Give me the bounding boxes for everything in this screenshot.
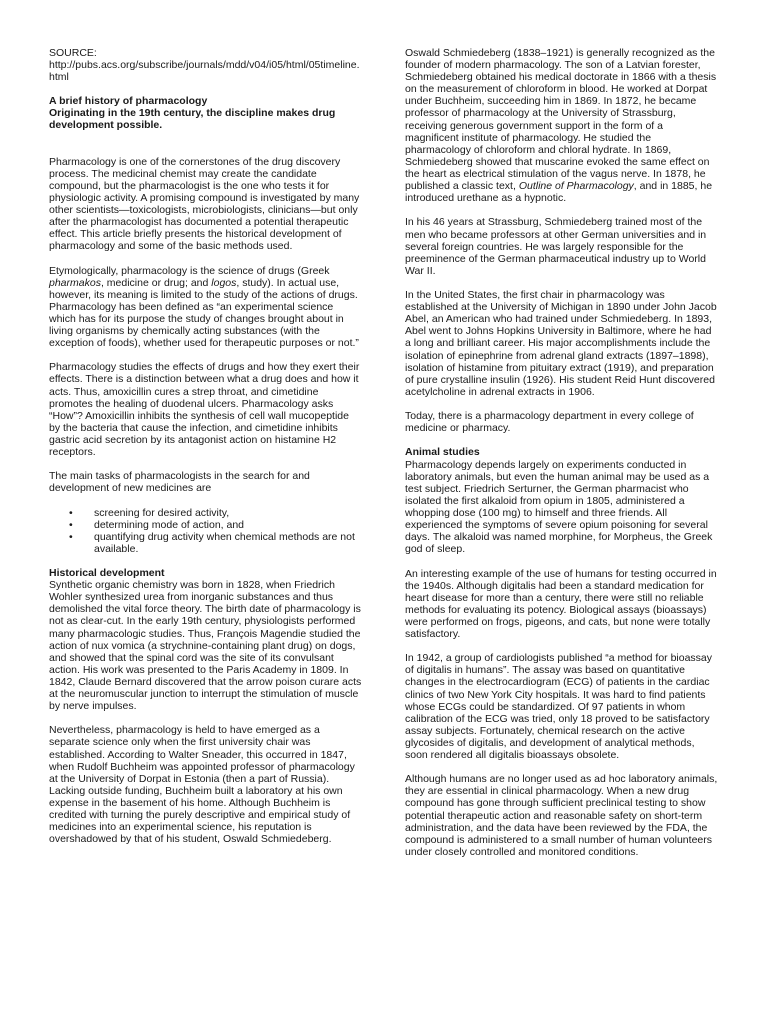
emphasis-pharmakos: pharmakos — [49, 276, 101, 289]
paragraph-effects: Pharmacology studies the effects of drugs and how they exert their effects. There is a distinction between what a drug does and how it acts. Thus, amoxicillin cures a strep throat, and cimetidine promotes the healing of duodenal ulcers. Pharmacology asks “How”? Amoxicillin inhibits the synthesis of cell wall mucopeptide by the bacteria that cause the infection, and cimetidine inhibits gastric acid secretion by its antagonist action on histamine H2 receptors. — [49, 361, 360, 458]
paragraph-today: Today, there is a pharmacology department in every college of medicine or pharmacy. — [405, 410, 694, 435]
list-item: • quantifying drug activity when chemical methods are not available. — [49, 531, 362, 555]
left-column — [49, 47, 362, 857]
heading-historical-development: Historical development — [49, 567, 165, 580]
emphasis-logos: logos — [211, 276, 237, 289]
text-run: Etymologically, pharmacology is the science of drugs (Greek — [49, 264, 330, 277]
source-block — [49, 47, 362, 83]
article-subtitle: Originating in the 19th century, the discipline makes drug development possible. — [49, 107, 336, 132]
list-item: • determining mode of action, and — [49, 519, 362, 531]
source-url: http://pubs.acs.org/subscribe/journals/mdd/v04/i05/html/05timeline.html — [49, 59, 360, 84]
paragraph-united-states: In the United States, the first chair in pharmacology was established at the University of Michigan in 1890 under John Jacob Abel, an American who had trained under Schmiedeberg. In 1893, Abel went to Johns Hopkins University in Baltimore, where he had a long and brilliant career. His major accomplishments include the isolation of epinephrine from adrenal gland extracts (1897–1898), isolation of histamine from pituitary extract (1919), and preparation of pure crystalline insulin (1926). His student Reid Hunt discovered acetylcholine in adrenal extracts in 1906. — [405, 289, 717, 398]
paragraph-bioassay: In 1942, a group of cardiologists published “a method for bioassay of digitalis in humans”. The assay was based on quantitative changes in the electrocardiogram (ECG) of patients in the cardiac clinics of two New York City hospitals. It was hard to find patients whose ECGs could be standardized. Of 97 patients in whom calibration of the ECG was tried, only 18 proved to be satisfactory assay subjects. Fortunately, chemical research on the active glycosides of digitalis, and development of analytical methods, soon rendered all digitalis bioassays obsolete. — [405, 652, 713, 761]
paragraph-strassburg: In his 46 years at Strassburg, Schmiedeberg trained most of the men who became professors at other German universities and in several foreign countries. He was largely responsible for the preeminence of the German pharmaceutical industry up to World War II. — [405, 216, 707, 277]
paragraph-intro: Pharmacology is one of the cornerstones of the drug discovery process. The medicinal chemist may create the candidate compound, but the pharmacologist is the one who tests it for physiologic activity. A promising compound is investigated by many other scientists—toxicologists, microbiologists, clinicians—but only after the pharmacologist has documented a potential therapeutic effect. This article briefly presents the historical development of pharmacology and some of the basic methods used. — [49, 155, 360, 253]
text-run: Oswald Schmiedeberg (1838–1921) is generally recognized as the founder of modern pharmacology. The son of a Latvian forester, Schmiedeberg obtained his medical doctorate in 1866 with a thesis on the measurement of chloroform in blood. He worked at Dorpat under Buchheim, succeeding him in 1869. In 1872, he became professor of pharmacology at the University of Strassburg, receiving generous government support in the form of a magnificent institute of pharmacology. He studied the pharmacology of chloroform and chloral hydrate. In 1869, Schmiedeberg showed that muscarine evoked the same effect on the heart as electrical stimulation of the vagus nerve. In 1878, he published a classic text, — [405, 47, 717, 193]
text-run: , medicine or drug; and — [100, 276, 212, 289]
paragraph-buchheim: Nevertheless, pharmacology is held to have emerged as a separate science only when the first university chair was established. According to Walter Sneader, this occurred in 1847, when Rudolf Buchheim was appointed professor of pharmacology at the University of Dorpat in Estonia (then a part of Russia). Lacking outside funding, Buchheim built a laboratory at his own expense in the basement of his home. Although Buchheim is credited with turning the purely descriptive and empirical study of medicines into an experimental science, his reputation is overshadowed by that of his student, Oswald Schmiedeberg. — [49, 724, 355, 846]
paragraph-digitalis: An interesting example of the use of humans for testing occurred in the 1940s. Although digitalis had been a standard medication for heart disease for more than a century, there were still no reliable methods for evaluating its potency. Biological assays (bioassays) were performed on frogs, pigeons, and cats, but none were totally satisfactory. — [405, 567, 717, 640]
paragraph-etymology — [49, 265, 362, 350]
right-column — [405, 47, 718, 870]
article-title-block — [49, 95, 362, 131]
list-item: • screening for desired activity, — [49, 507, 362, 519]
paragraph-main-tasks: The main tasks of pharmacologists in the search for and development of new medicines are — [49, 470, 310, 495]
tasks-list — [49, 507, 362, 555]
paragraph-history: Synthetic organic chemistry was born in 1828, when Friedrich Wohler synthesized urea from inorganic substances and thus demolished the vital force theory. The birth date of pharmacology is not as clear-cut. In the early 19th century, physiologists performed many pharmacologic studies. Thus, François Magendie studied the action of nux vomica (a strychnine-containing plant drug) on dogs, and showed that the spinal cord was the site of its convulsant action. His work was presented to the Paris Academy in 1809. In 1842, Claude Bernard discovered that the arrow poison curare acts at the neuromuscular junction to interrupt the stimulation of muscle by nerve impulses. — [49, 579, 362, 713]
heading-animal-studies: Animal studies — [405, 446, 480, 459]
emphasis-book-title: Outline of Pharmacology — [518, 180, 634, 193]
paragraph-clinical: Although humans are no longer used as ad hoc laboratory animals, they are essential in clinical pharmacology. When a new drug compound has gone through sufficient preclinical testing to show potential therapeutic action and reasonable safety on short-term administration, and the data have been reviewed by the FDA, the compound is administered to a small number of human volunteers under closely controlled and monitored conditions. — [405, 773, 718, 858]
text-run: , and in 1885, he introduced urethane as a hypnotic. — [405, 180, 713, 205]
paragraph-schmiedeberg — [405, 47, 718, 204]
article-title: A brief history of pharmacology — [49, 95, 208, 108]
paragraph-animal-experiments: Pharmacology depends largely on experiments conducted in laboratory animals, but even the human animal may be used as a test subject. Friedrich Serturner, the German pharmacist who isolated the first alkaloid from opium in 1805, administered a whopping dose (100 mg) to himself and three friends. All experienced the symptoms of severe opium poisoning for several days. The alkaloid was named morphine, for Morpheus, the Greek god of sleep. — [405, 458, 713, 556]
source-label: SOURCE: — [49, 47, 97, 59]
text-run: , study). In actual use, however, its meaning is limited to the study of the actions of drugs. Pharmacology has been defined as “an experimental science which has for its purpose the study of changes brought about in living organisms by chemically acting substances (with the exception of foods), whether used for therapeutic purposes or not.” — [49, 276, 359, 350]
